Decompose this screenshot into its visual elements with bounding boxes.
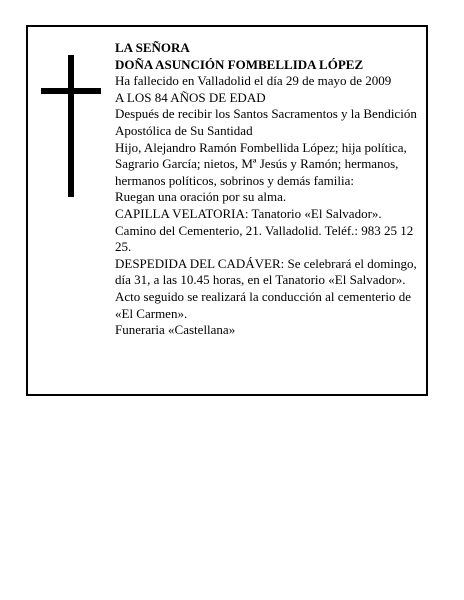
- cross-horizontal-bar: [41, 88, 101, 94]
- obituary-notice: [26, 25, 428, 396]
- sacraments-line: Después de recibir los Santos Sacramentos y la Bendición Apostólica de Su Santidad: [115, 106, 417, 138]
- family-line: Hijo, Alejandro Ramón Fombellida López; hija política, Sagrario García; nietos, Mª Jesús y Ramón; hermanos, hermanos políticos, sobrinos y demás familia:: [115, 139, 407, 188]
- death-info: Ha fallecido en Valladolid el día 29 de mayo de 2009: [115, 73, 392, 89]
- notice-title: LA SEÑORA: [115, 40, 190, 55]
- cross-vertical-bar: [68, 55, 74, 197]
- chapel-info: CAPILLA VELATORIA: Tanatorio «El Salvador». Camino del Cementerio, 21. Valladolid. Teléf.: 983 25 12 25.: [115, 205, 414, 255]
- latin-cross-icon: [41, 55, 101, 197]
- funeral-home: Funeraria «Castellana»: [115, 322, 236, 338]
- notice-text: [115, 40, 417, 339]
- prayer-line: Ruegan una oración por su alma.: [115, 189, 287, 205]
- deceased-name: DOÑA ASUNCIÓN FOMBELLIDA LÓPEZ: [115, 56, 364, 72]
- age-line: A LOS 84 AÑOS DE EDAD: [115, 89, 266, 105]
- farewell-info: DESPEDIDA DEL CADÁVER: Se celebrará el domingo, día 31, a las 10.45 horas, en el Tanatorio «El Salvador». Acto seguido se realizará la conducción al cementerio de «El Carmen».: [115, 255, 417, 321]
